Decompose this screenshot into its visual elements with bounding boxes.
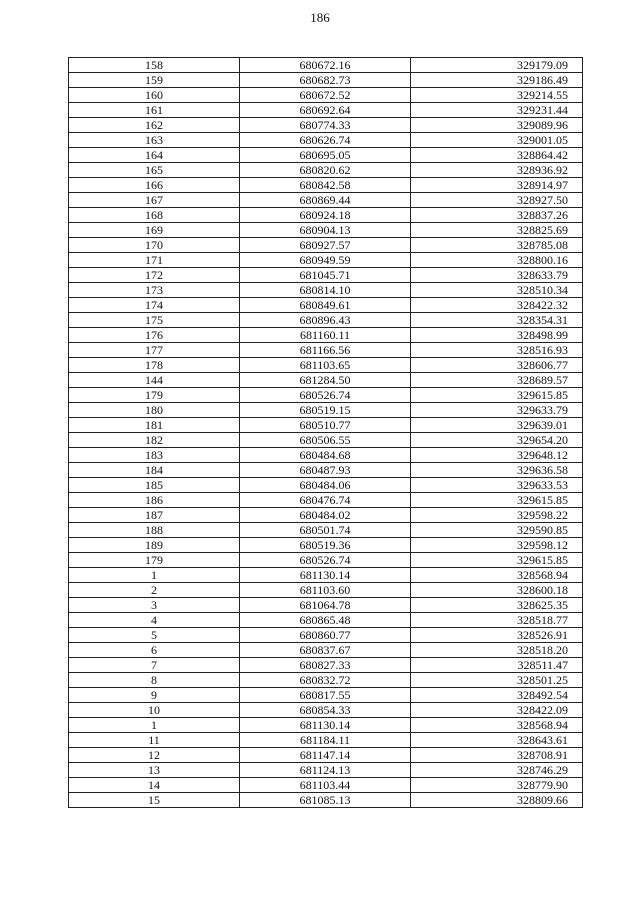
y-coordinate-cell: 328600.18 <box>411 583 583 598</box>
x-coordinate-cell: 680484.68 <box>240 448 411 463</box>
table-row <box>69 643 583 658</box>
point-number-cell: 169 <box>69 223 240 238</box>
table-row <box>69 223 583 238</box>
table-row <box>69 268 583 283</box>
table-row <box>69 598 583 613</box>
point-number-cell: 174 <box>69 298 240 313</box>
table-row <box>69 688 583 703</box>
table-row <box>69 583 583 598</box>
y-coordinate-cell: 328516.93 <box>411 343 583 358</box>
y-coordinate-cell: 328708.91 <box>411 748 583 763</box>
y-coordinate-cell: 328518.77 <box>411 613 583 628</box>
y-coordinate-cell: 329001.05 <box>411 133 583 148</box>
point-number-cell: 162 <box>69 118 240 133</box>
x-coordinate-cell: 680682.73 <box>240 73 411 88</box>
x-coordinate-cell: 680692.64 <box>240 103 411 118</box>
point-number-cell: 179 <box>69 388 240 403</box>
x-coordinate-cell: 680949.59 <box>240 253 411 268</box>
point-number-cell: 177 <box>69 343 240 358</box>
point-number-cell: 159 <box>69 73 240 88</box>
point-number-cell: 166 <box>69 178 240 193</box>
x-coordinate-cell: 680837.67 <box>240 643 411 658</box>
y-coordinate-cell: 328511.47 <box>411 658 583 673</box>
y-coordinate-cell: 328689.57 <box>411 373 583 388</box>
y-coordinate-cell: 329598.12 <box>411 538 583 553</box>
table-row <box>69 733 583 748</box>
point-number-cell: 1 <box>69 718 240 733</box>
point-number-cell: 158 <box>69 58 240 73</box>
y-coordinate-cell: 328936.92 <box>411 163 583 178</box>
x-coordinate-cell: 680924.18 <box>240 208 411 223</box>
x-coordinate-cell: 681130.14 <box>240 568 411 583</box>
table-row <box>69 478 583 493</box>
x-coordinate-cell: 681284.50 <box>240 373 411 388</box>
y-coordinate-cell: 328422.32 <box>411 298 583 313</box>
table-row <box>69 163 583 178</box>
y-coordinate-cell: 328498.99 <box>411 328 583 343</box>
x-coordinate-cell: 680774.33 <box>240 118 411 133</box>
y-coordinate-cell: 328864.42 <box>411 148 583 163</box>
table-row <box>69 538 583 553</box>
table-row <box>69 778 583 793</box>
table-row <box>69 208 583 223</box>
page-number: 186 <box>310 10 330 25</box>
x-coordinate-cell: 680484.06 <box>240 478 411 493</box>
point-number-cell: 173 <box>69 283 240 298</box>
table-row <box>69 313 583 328</box>
table-row <box>69 523 583 538</box>
point-number-cell: 176 <box>69 328 240 343</box>
point-number-cell: 167 <box>69 193 240 208</box>
point-number-cell: 188 <box>69 523 240 538</box>
y-coordinate-cell: 328606.77 <box>411 358 583 373</box>
point-number-cell: 6 <box>69 643 240 658</box>
x-coordinate-cell: 681103.60 <box>240 583 411 598</box>
y-coordinate-cell: 328927.50 <box>411 193 583 208</box>
point-number-cell: 4 <box>69 613 240 628</box>
point-number-cell: 164 <box>69 148 240 163</box>
point-number-cell: 179 <box>69 553 240 568</box>
table-row <box>69 373 583 388</box>
x-coordinate-cell: 680854.33 <box>240 703 411 718</box>
y-coordinate-cell: 328568.94 <box>411 568 583 583</box>
x-coordinate-cell: 681166.56 <box>240 343 411 358</box>
point-number-cell: 183 <box>69 448 240 463</box>
y-coordinate-cell: 329214.55 <box>411 88 583 103</box>
y-coordinate-cell: 328526.91 <box>411 628 583 643</box>
x-coordinate-cell: 680869.44 <box>240 193 411 208</box>
x-coordinate-cell: 680526.74 <box>240 388 411 403</box>
table-row <box>69 133 583 148</box>
x-coordinate-cell: 680476.74 <box>240 493 411 508</box>
x-coordinate-cell: 680672.52 <box>240 88 411 103</box>
table-row <box>69 433 583 448</box>
point-number-cell: 9 <box>69 688 240 703</box>
y-coordinate-cell: 328354.31 <box>411 313 583 328</box>
table-row <box>69 658 583 673</box>
point-number-cell: 13 <box>69 763 240 778</box>
point-number-cell: 1 <box>69 568 240 583</box>
x-coordinate-cell: 680484.02 <box>240 508 411 523</box>
point-number-cell: 172 <box>69 268 240 283</box>
point-number-cell: 15 <box>69 793 240 808</box>
y-coordinate-cell: 328510.34 <box>411 283 583 298</box>
y-coordinate-cell: 329598.22 <box>411 508 583 523</box>
table-row <box>69 793 583 808</box>
y-coordinate-cell: 329231.44 <box>411 103 583 118</box>
table-row <box>69 343 583 358</box>
point-number-cell: 171 <box>69 253 240 268</box>
point-number-cell: 144 <box>69 373 240 388</box>
table-row <box>69 178 583 193</box>
table-row <box>69 238 583 253</box>
y-coordinate-cell: 328568.94 <box>411 718 583 733</box>
table-row <box>69 283 583 298</box>
x-coordinate-cell: 680927.57 <box>240 238 411 253</box>
y-coordinate-cell: 329089.96 <box>411 118 583 133</box>
table-row <box>69 148 583 163</box>
x-coordinate-cell: 681184.11 <box>240 733 411 748</box>
x-coordinate-cell: 680896.43 <box>240 313 411 328</box>
y-coordinate-cell: 328633.79 <box>411 268 583 283</box>
x-coordinate-cell: 681124.13 <box>240 763 411 778</box>
y-coordinate-cell: 328518.20 <box>411 643 583 658</box>
x-coordinate-cell: 680904.13 <box>240 223 411 238</box>
table-row <box>69 103 583 118</box>
x-coordinate-cell: 680832.72 <box>240 673 411 688</box>
y-coordinate-cell: 329654.20 <box>411 433 583 448</box>
table-row <box>69 718 583 733</box>
y-coordinate-cell: 328785.08 <box>411 238 583 253</box>
y-coordinate-cell: 328492.54 <box>411 688 583 703</box>
y-coordinate-cell: 329615.85 <box>411 388 583 403</box>
x-coordinate-cell: 680519.36 <box>240 538 411 553</box>
y-coordinate-cell: 328422.09 <box>411 703 583 718</box>
point-number-cell: 2 <box>69 583 240 598</box>
y-coordinate-cell: 329179.09 <box>411 58 583 73</box>
point-number-cell: 12 <box>69 748 240 763</box>
point-number-cell: 8 <box>69 673 240 688</box>
point-number-cell: 14 <box>69 778 240 793</box>
x-coordinate-cell: 681130.14 <box>240 718 411 733</box>
table-row <box>69 673 583 688</box>
y-coordinate-cell: 329615.85 <box>411 493 583 508</box>
x-coordinate-cell: 680814.10 <box>240 283 411 298</box>
y-coordinate-cell: 329636.58 <box>411 463 583 478</box>
x-coordinate-cell: 680820.62 <box>240 163 411 178</box>
y-coordinate-cell: 328825.69 <box>411 223 583 238</box>
x-coordinate-cell: 680672.16 <box>240 58 411 73</box>
y-coordinate-cell: 329615.85 <box>411 553 583 568</box>
table-row <box>69 568 583 583</box>
x-coordinate-cell: 681147.14 <box>240 748 411 763</box>
point-number-cell: 161 <box>69 103 240 118</box>
x-coordinate-cell: 681085.13 <box>240 793 411 808</box>
y-coordinate-cell: 328809.66 <box>411 793 583 808</box>
point-number-cell: 3 <box>69 598 240 613</box>
table-row <box>69 388 583 403</box>
table-row <box>69 748 583 763</box>
x-coordinate-cell: 680817.55 <box>240 688 411 703</box>
table-row <box>69 553 583 568</box>
table-row <box>69 298 583 313</box>
y-coordinate-cell: 329633.53 <box>411 478 583 493</box>
point-number-cell: 184 <box>69 463 240 478</box>
y-coordinate-cell: 328746.29 <box>411 763 583 778</box>
x-coordinate-cell: 680510.77 <box>240 418 411 433</box>
coordinates-table <box>68 57 583 808</box>
table-row <box>69 448 583 463</box>
point-number-cell: 175 <box>69 313 240 328</box>
x-coordinate-cell: 681103.44 <box>240 778 411 793</box>
point-number-cell: 185 <box>69 478 240 493</box>
table-row <box>69 58 583 73</box>
x-coordinate-cell: 681160.11 <box>240 328 411 343</box>
x-coordinate-cell: 680849.61 <box>240 298 411 313</box>
point-number-cell: 180 <box>69 403 240 418</box>
table-row <box>69 613 583 628</box>
x-coordinate-cell: 680506.55 <box>240 433 411 448</box>
point-number-cell: 7 <box>69 658 240 673</box>
x-coordinate-cell: 680842.58 <box>240 178 411 193</box>
table-row <box>69 463 583 478</box>
point-number-cell: 182 <box>69 433 240 448</box>
table-row <box>69 118 583 133</box>
point-number-cell: 186 <box>69 493 240 508</box>
table-row <box>69 88 583 103</box>
point-number-cell: 11 <box>69 733 240 748</box>
point-number-cell: 178 <box>69 358 240 373</box>
y-coordinate-cell: 328837.26 <box>411 208 583 223</box>
table-row <box>69 253 583 268</box>
table-row <box>69 403 583 418</box>
y-coordinate-cell: 329633.79 <box>411 403 583 418</box>
x-coordinate-cell: 680827.33 <box>240 658 411 673</box>
point-number-cell: 163 <box>69 133 240 148</box>
y-coordinate-cell: 329639.01 <box>411 418 583 433</box>
table-row <box>69 328 583 343</box>
x-coordinate-cell: 681064.78 <box>240 598 411 613</box>
y-coordinate-cell: 328625.35 <box>411 598 583 613</box>
table-row <box>69 493 583 508</box>
y-coordinate-cell: 328914.97 <box>411 178 583 193</box>
point-number-cell: 165 <box>69 163 240 178</box>
table-row <box>69 703 583 718</box>
table-row <box>69 73 583 88</box>
table-row <box>69 763 583 778</box>
x-coordinate-cell: 680487.93 <box>240 463 411 478</box>
y-coordinate-cell: 328800.16 <box>411 253 583 268</box>
point-number-cell: 170 <box>69 238 240 253</box>
x-coordinate-cell: 681103.65 <box>240 358 411 373</box>
x-coordinate-cell: 680501.74 <box>240 523 411 538</box>
point-number-cell: 5 <box>69 628 240 643</box>
x-coordinate-cell: 680519.15 <box>240 403 411 418</box>
y-coordinate-cell: 328643.61 <box>411 733 583 748</box>
coordinates-table-body <box>69 58 583 808</box>
x-coordinate-cell: 680860.77 <box>240 628 411 643</box>
point-number-cell: 181 <box>69 418 240 433</box>
y-coordinate-cell: 329648.12 <box>411 448 583 463</box>
x-coordinate-cell: 680865.48 <box>240 613 411 628</box>
y-coordinate-cell: 328501.25 <box>411 673 583 688</box>
y-coordinate-cell: 329186.49 <box>411 73 583 88</box>
point-number-cell: 189 <box>69 538 240 553</box>
point-number-cell: 10 <box>69 703 240 718</box>
point-number-cell: 160 <box>69 88 240 103</box>
y-coordinate-cell: 328779.90 <box>411 778 583 793</box>
point-number-cell: 168 <box>69 208 240 223</box>
table-row <box>69 508 583 523</box>
x-coordinate-cell: 681045.71 <box>240 268 411 283</box>
table-row <box>69 628 583 643</box>
x-coordinate-cell: 680526.74 <box>240 553 411 568</box>
y-coordinate-cell: 329590.85 <box>411 523 583 538</box>
table-row <box>69 193 583 208</box>
point-number-cell: 187 <box>69 508 240 523</box>
x-coordinate-cell: 680626.74 <box>240 133 411 148</box>
x-coordinate-cell: 680695.05 <box>240 148 411 163</box>
table-row <box>69 358 583 373</box>
table-row <box>69 418 583 433</box>
